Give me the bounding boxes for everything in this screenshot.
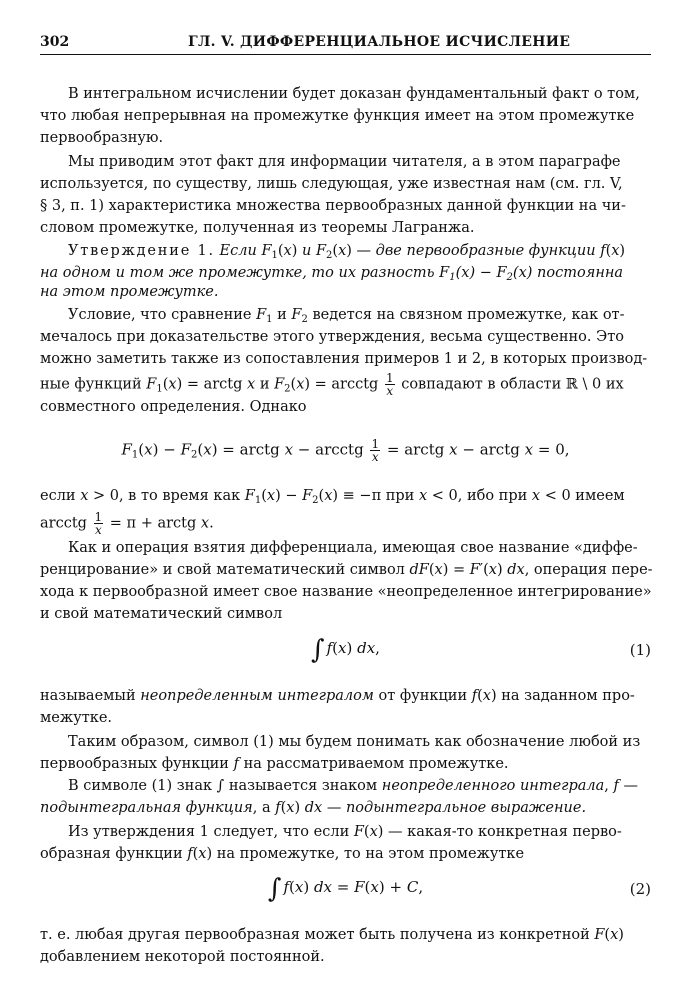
paragraph-6-line-2: межутке.	[40, 710, 113, 726]
statement-line-2: на одном и том же промежутке, то их разность $F_1(x) - F_2(x)$ постоянна	[40, 265, 624, 283]
paragraph-7-line-1: Таким образом, символ (1) мы будем понимать как обозначение любой из	[68, 734, 641, 750]
page-number: 302	[40, 34, 70, 50]
equation-1: ∫ f(x) dx, (1)	[311, 635, 651, 665]
statement-label: Утверждение 1.	[68, 243, 215, 259]
paragraph-5-line-1: Как и операция взятия дифференциала, имеющая свое название «диффе-	[68, 540, 638, 556]
formula-difference: $F_1(x) - F_2(x)$ = arctg x − arcctg $\frac{1}{x}$ = arctg x − arctg x = 0,	[121, 437, 570, 464]
paragraph-8-line-1: В символе (1) знак ∫ называется знаком неопределенного интеграла, f —	[68, 778, 638, 794]
paragraph-10-line-2: добавлением некоторой постоянной.	[40, 949, 325, 965]
paragraph-9-line-2: образная функции f(x) на промежутке, то на этом промежутке	[40, 846, 525, 862]
paragraph-4-line-1: если x > 0, в то время как $F_1(x) - F_2(x) \equiv -\pi$ при x < 0, ибо при x < 0 имеем	[40, 488, 625, 506]
equation-2: ∫ f(x) dx = F(x) + C, (2)	[267, 874, 651, 904]
paragraph-3-line-5: совместного определения. Однако	[40, 399, 307, 415]
paragraph-4-line-2: arcctg $\frac{1}{x}$ = π + arctg x.	[40, 510, 214, 537]
paragraph-5-line-4: и свой математический символ	[40, 606, 283, 622]
paragraph-3-line-2: мечалось при доказательстве этого утверждения, весьма существенно. Это	[40, 329, 624, 345]
term-indefinite-integral: неопределенным интегралом	[140, 688, 374, 704]
paragraph-3-line-1: Условие, что сравнение $F_1$ и $F_2$ ведется на связном промежутке, как от-	[68, 307, 625, 325]
paragraph-2-line-2: используется, по существу, лишь следующая, уже известная нам (см. гл. V,	[40, 176, 623, 192]
paragraph-6-line-1: называемый неопределенным интегралом от функции f(x) на заданном про-	[40, 688, 635, 704]
running-title: ГЛ. V. ДИФФЕРЕНЦИАЛЬНОЕ ИСЧИСЛЕНИЕ	[188, 34, 571, 50]
paragraph-7-line-2: первообразных функции f на рассматриваемом промежутке.	[40, 756, 509, 772]
equation-1-number: (1)	[629, 641, 651, 659]
paragraph-10-line-1: т. е. любая другая первообразная может быть получена из конкретной F(x)	[40, 927, 624, 943]
paragraph-1-line-3: первообразную.	[40, 130, 164, 146]
paragraph-2-line-4: словом промежутке, полученная из теоремы Лагранжа.	[40, 220, 475, 236]
equation-2-number: (2)	[629, 880, 651, 898]
statement-line-3: на этом промежутке.	[40, 284, 219, 300]
paragraph-2-line-3: § 3, п. 1) характеристика множества первообразных данной функции на чи-	[40, 198, 626, 214]
paragraph-9-line-1: Из утверждения 1 следует, что если F(x) — какая-то конкретная перво-	[68, 824, 622, 840]
paragraph-1-line-2: что любая непрерывная на промежутке функция имеет на этом промежутке	[40, 108, 635, 124]
paragraph-3-line-4: ные функций $F_1(x)$ = arctg x и $F_2(x)$ = arcctg $\frac{1}{x}$ совпадают в области ℝ \ 0 их	[40, 371, 624, 398]
paragraph-2-line-1: Мы приводим этот факт для информации читателя, а в этом параграфе	[68, 154, 621, 170]
paragraph-5-line-2: ренцирование» и свой математический символ dF(x) = F′(x) dx, операция пере-	[40, 562, 653, 578]
paragraph-5-line-3: хода к первообразной имеет свое название «неопределенное интегрирование»	[40, 584, 652, 600]
statement-line-1: Утверждение 1. Если $F_1(x)$ и $F_2(x)$ — две первообразные функции f(x)	[68, 243, 626, 261]
page-header	[40, 30, 651, 55]
paragraph-1-line-1: В интегральном исчислении будет доказан фундаментальный факт о том,	[68, 86, 640, 102]
paragraph-3-line-3: можно заметить также из сопоставления примеров 1 и 2, в которых производ-	[40, 351, 648, 367]
paragraph-8-line-2: подынтегральная функция, а f(x) dx — подынтегральное выражение.	[40, 800, 587, 816]
